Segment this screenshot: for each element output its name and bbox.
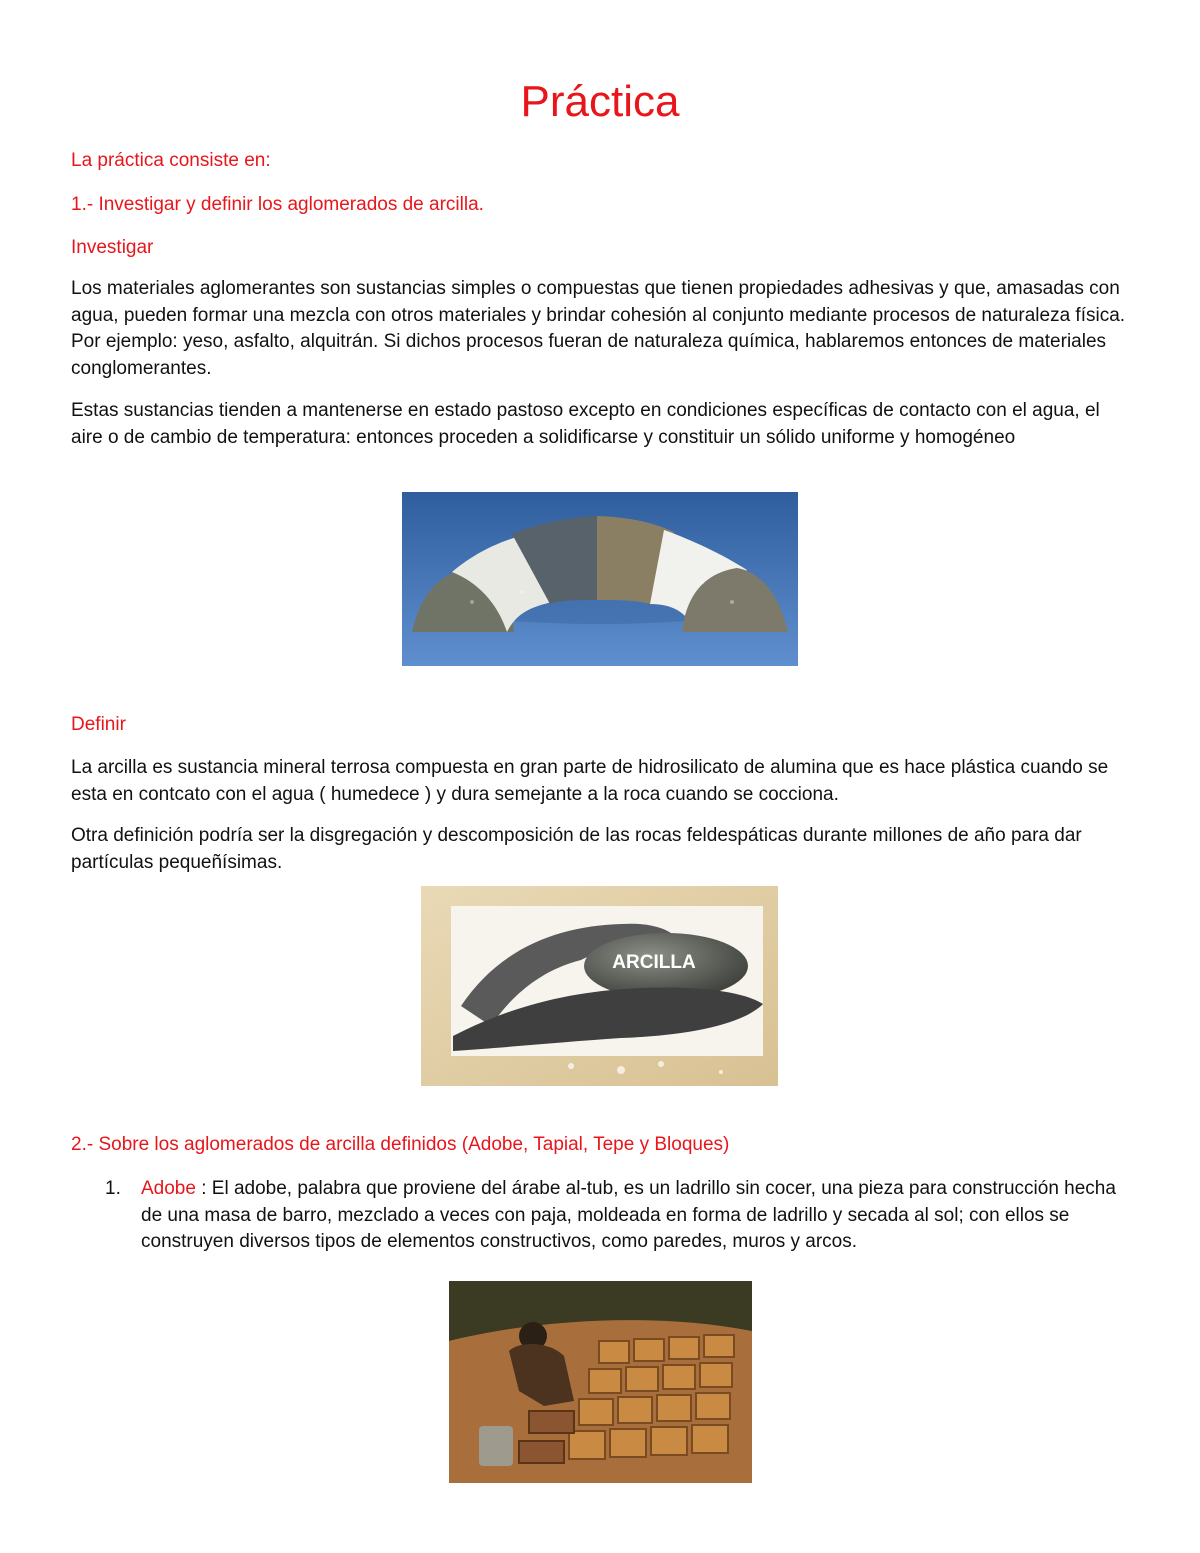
adobe-description: : El adobe, palabra que proviene del árabe al-tub, es un ladrillo sin cocer, una pieza para construcción hecha de una masa de barro, mezclado a veces con paja, moldeada en forma de ladrillo y secada al sol; con ellos se construyen diversos tipos de elementos constructivos, como paredes, muros y arcos.	[141, 1178, 1116, 1252]
page-title: Práctica	[520, 77, 680, 126]
definir-paragraph-2: Otra definición podría ser la disgregación y descomposición de las rocas feldespáticas durante millones de año para dar partículas pequeñísimas.	[71, 825, 1082, 873]
arcilla-image	[421, 886, 778, 1086]
definir-paragraph-1: La arcilla es sustancia mineral terrosa compuesta en gran parte de hidrosilicato de alumina que es hace plástica cuando se esta en contcato con el agua ( humedece ) y dura semejante a la roca cuando se cocciona.	[71, 757, 1109, 805]
adobe-term: Adobe	[141, 1178, 196, 1199]
list-item-content	[141, 1176, 1141, 1256]
step1-heading: 1.- Investigar y definir los aglomerados de arcilla.	[71, 194, 484, 215]
investigar-paragraph-2: Estas sustancias tienden a mantenerse en estado pastoso excepto en condiciones específicas de contacto con el agua, el aire o de cambio de temperatura: entonces proceden a solidificarse y constituir un sólido uniforme y homogéneo	[71, 400, 1100, 448]
adobe-image	[449, 1281, 752, 1483]
intro-text: La práctica consiste en:	[71, 150, 271, 171]
investigar-paragraph-1: Los materiales aglomerantes son sustancias simples o compuestas que tienen propiedades adhesivas y que, amasadas con agua, pueden formar una mezcla con otros materiales y brindar cohesión al conjunto mediante procesos de naturaleza física. Por ejemplo: yeso, asfalto, alquitrán. Si dichos procesos fueran de naturaleza química, hablaremos entonces de materiales conglomerantes.	[71, 278, 1126, 379]
aglomerantes-image	[402, 492, 798, 666]
list-item-number: 1.	[105, 1178, 121, 1199]
step2-heading: 2.- Sobre los aglomerados de arcilla definidos (Adobe, Tapial, Tepe y Bloques)	[71, 1134, 730, 1155]
aglomerantes-illustration	[402, 492, 798, 666]
definir-heading: Definir	[71, 714, 126, 735]
arcilla-label: ARCILLA	[612, 952, 696, 973]
investigar-heading: Investigar	[71, 237, 154, 258]
adobe-bricks-illustration	[449, 1281, 752, 1483]
arcilla-hands-illustration	[421, 886, 778, 1086]
